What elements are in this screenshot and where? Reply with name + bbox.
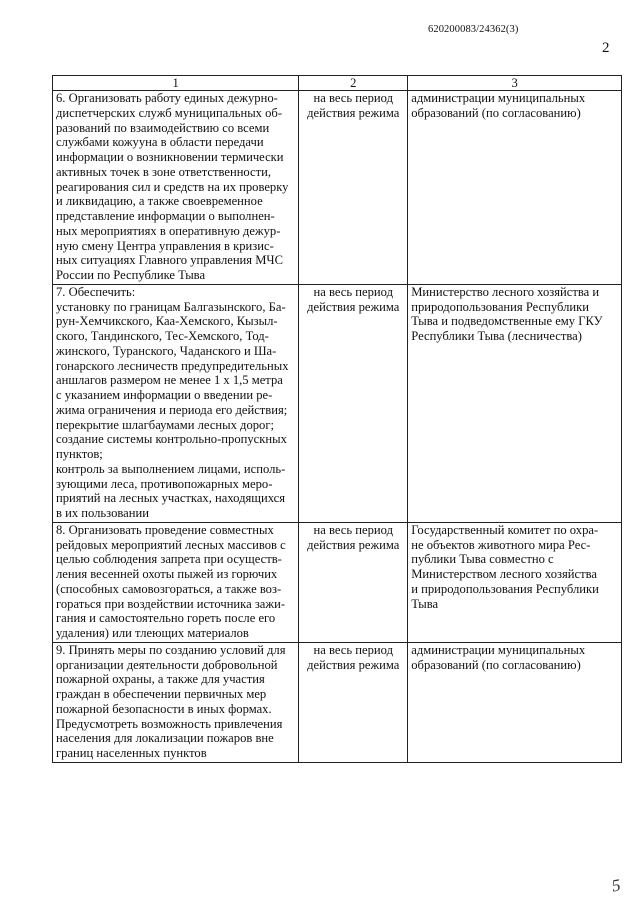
measures-table <box>52 75 622 763</box>
text-line: создание системы контрольно-пропускных <box>56 432 287 447</box>
text-line: Тыва <box>411 596 439 611</box>
responsible-cell <box>408 284 622 522</box>
text-line: с указанием информации о введении ре- <box>56 388 273 402</box>
period-cell <box>299 642 408 762</box>
text-line: и природопользования Республики <box>411 581 599 596</box>
text-line: диспетчерских служб муниципальных об- <box>56 105 283 120</box>
text-line: пожарной безопасности в иных формах. <box>56 701 272 716</box>
text-line: ных ситуациях Главного управления МЧС <box>56 253 284 268</box>
text-line: ных мероприятиях в оперативную дежур- <box>56 223 281 238</box>
text-line: аншлагов размером не менее 1 х 1,5 метра <box>56 373 283 388</box>
text-line: ского, Тандинского, Тес-Хемского, Тод- <box>56 329 269 343</box>
period-cell <box>299 284 408 522</box>
text-line: Республики Тыва (лесничества) <box>411 329 582 343</box>
table-row <box>53 522 622 642</box>
text-line: в их пользовании <box>56 506 149 520</box>
text-line: представление информации о выполнен- <box>56 209 275 223</box>
text-line: гораться при воздействии источника зажи- <box>56 596 286 611</box>
column-header-3: 3 <box>408 76 622 91</box>
period-cell <box>299 522 408 642</box>
text-line: реагирования сил и средств на их проверку <box>56 179 289 194</box>
text-line: и ликвидацию, а также своевременное <box>56 194 263 209</box>
responsible-cell <box>408 91 622 285</box>
text-line: действия режима <box>307 657 400 672</box>
table-header-row <box>53 76 622 91</box>
text-line: Предусмотреть возможность привлечения <box>56 716 283 731</box>
page-number: 2 <box>602 40 610 56</box>
text-line: активных точек в зоне ответственности, <box>56 164 272 179</box>
table-row <box>53 284 622 522</box>
text-line: разований по взаимодействию со всеми <box>56 120 270 135</box>
text-line: ления весенней охоты пыжей из горючих <box>56 567 278 581</box>
text-line: ную смену Центра управления в кризис- <box>56 238 274 253</box>
handwritten-mark: 5 <box>610 875 622 896</box>
text-line: пунктов; <box>56 447 103 461</box>
text-line: на весь период <box>313 91 393 105</box>
table-row <box>53 642 622 762</box>
task-cell <box>53 284 299 522</box>
text-line: Министерством лесного хозяйства <box>411 567 597 581</box>
text-line: 9. Принять меры по созданию условий для <box>56 642 286 657</box>
text-line: действия режима <box>307 537 400 552</box>
text-line: контроль за выполнением лицами, исполь- <box>56 461 286 476</box>
text-line: граждан в обеспечении первичных мер <box>56 687 267 701</box>
text-line: целью соблюдения запрета при осуществ- <box>56 552 282 567</box>
column-header-1: 1 <box>53 76 299 91</box>
text-line: 7. Обеспечить: <box>56 284 136 299</box>
text-line: (способных самовозгораться, а также воз- <box>56 581 282 596</box>
period-cell <box>299 91 408 285</box>
responsible-cell <box>408 642 622 762</box>
text-line: организации деятельности добровольной <box>56 657 278 672</box>
text-line: гонарского лесничеств предупредительных <box>56 358 289 373</box>
text-line: образований (по согласованию) <box>411 657 581 672</box>
text-line: природопользования Республики <box>411 299 590 314</box>
text-line: рейдовых мероприятий лесных массивов с <box>56 537 286 552</box>
text-line: России по Республике Тыва <box>56 268 206 282</box>
text-line: населения для локализации пожаров вне <box>56 731 274 746</box>
text-line: на весь период <box>313 522 393 537</box>
text-line: на весь период <box>313 642 393 657</box>
text-line: образований (по согласованию) <box>411 105 581 120</box>
text-line: 8. Организовать проведение совместных <box>56 522 274 537</box>
text-line: установку по границам Балгазынского, Ба- <box>56 299 286 314</box>
text-line: администрации муниципальных <box>411 642 586 657</box>
text-line: публики Тыва совместно с <box>411 552 554 567</box>
text-line: зующими леса, противопожарных меро- <box>56 476 273 491</box>
text-line: администрации муниципальных <box>411 91 586 105</box>
task-cell <box>53 522 299 642</box>
text-line: Министерство лесного хозяйства и <box>411 284 600 299</box>
text-line: не объектов животного мира Рес- <box>411 537 591 552</box>
text-line: рун-Хемчикского, Каа-Хемского, Кызыл- <box>56 314 278 329</box>
text-line: удаления) или тлеющих материалов <box>56 626 249 640</box>
text-line: приятий на лесных участках, находящихся <box>56 491 286 506</box>
text-line: информации о возникновении термически <box>56 150 284 164</box>
text-line: Тыва и подведомственные ему ГКУ <box>411 314 603 329</box>
responsible-cell <box>408 522 622 642</box>
text-line: 6. Организовать работу единых дежурно- <box>56 91 278 105</box>
text-line: жима ограничения и периода его действия; <box>56 402 288 417</box>
text-line: действия режима <box>307 105 400 120</box>
text-line: жинского, Туранского, Чаданского и Ша- <box>56 343 277 358</box>
text-line: службами кожууна в области передачи <box>56 135 264 150</box>
text-line: пожарной охраны, а также для участия <box>56 672 265 687</box>
text-line: перекрытие шлагбаумами лесных дорог; <box>56 417 275 432</box>
text-line: на весь период <box>313 284 393 299</box>
text-line: границ населенных пунктов <box>56 746 207 760</box>
text-line: действия режима <box>307 299 400 314</box>
text-line: гания и самостоятельно гореть после его <box>56 611 276 626</box>
column-header-2: 2 <box>299 76 408 91</box>
document-code: 620200083/24362(3) <box>428 24 519 35</box>
table-row <box>53 91 622 285</box>
text-line: Государственный комитет по охра- <box>411 522 599 537</box>
task-cell <box>53 642 299 762</box>
task-cell <box>53 91 299 285</box>
